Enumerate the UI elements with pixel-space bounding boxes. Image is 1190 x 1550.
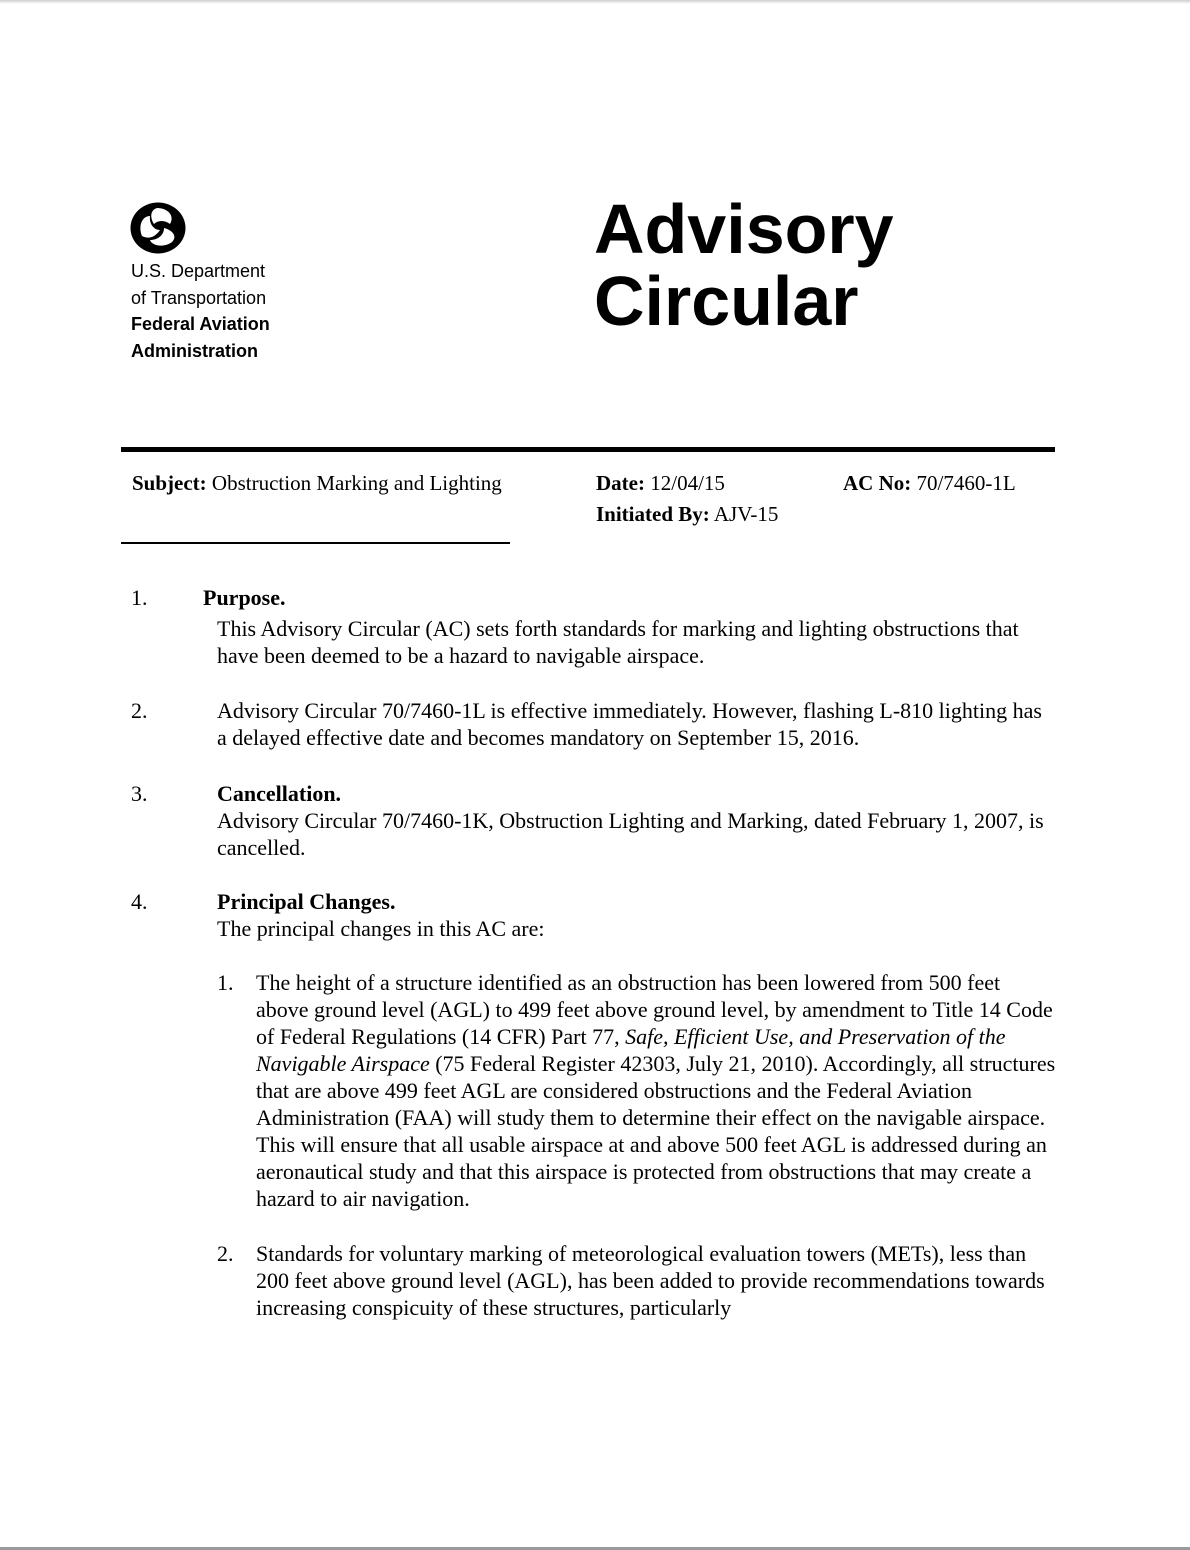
section-number: 4. [131,889,148,914]
section-number: 2. [131,698,148,723]
principal-changes-section [217,888,1057,942]
subject-label: Subject: [132,471,207,495]
purpose-heading: Purpose. [203,585,286,610]
change-1-text-cont: (75 Federal Register 42303, July 21, 2010). Accordingly, all structures that are above 499 feet AGL are considered obstructions and the Federal Aviation Administration (FAA) will study them to determine their effect on the navigable airspace. This will ensure that all usable airspace at and above 500 feet AGL is addressed during an aeronautical study and that this airspace is protected from obstructions that may create a hazard to air navigation. [256,1051,1056,1211]
change-1-text: The height of a structure identified as an obstruction has been lowered from 500 feet above ground level (AGL) to 499 feet above ground level, by amendment to Title 14 Code of Federal Regulations (14 CFR) Part 77, [256,970,1053,1049]
subject-underline [121,542,510,544]
subject-value: Obstruction Marking and Lighting [211,471,502,495]
initiated-by-field [596,499,778,529]
agency-name [131,258,270,364]
subject-field [132,468,502,498]
list-item-number: 1. [217,970,234,995]
principal-changes-heading: Principal Changes. [217,889,396,914]
cancellation-heading: Cancellation. [217,781,342,806]
date-value: 12/04/15 [650,471,725,495]
dot-triskelion-logo [130,202,186,254]
list-item [256,969,1056,1212]
title-line-1: Advisory [594,190,894,268]
page-top-shadow [0,0,1190,4]
agency-line-1: U.S. Department [131,261,266,281]
date-label: Date: [596,471,645,495]
principal-changes-intro: The principal changes in this AC are: [217,916,545,941]
list-item: Standards for voluntary marking of meteorological evaluation towers (METs), less than 200 feet above ground level (AGL), has been added to provide recommendations towards increasing conspicuity of these structures, particularly [256,1241,1045,1320]
ac-value: 70/7460-1L [916,471,1016,495]
ac-label: AC No: [843,471,912,495]
initiated-label: Initiated By: [596,502,710,526]
list-item-number: 2. [217,1241,234,1266]
agency-line-3: Federal Aviation [131,314,270,334]
section-heading [203,584,1043,611]
header-divider [121,447,1055,452]
ac-number-field [843,468,1016,498]
agency-line-2: of Transportation [131,287,267,308]
effective-date-body: Advisory Circular 70/7460-1L is effective immediately. However, flashing L-810 lighting has a delayed effective date and becomes mandatory on September 15, 2016. [217,698,1042,750]
initiated-value: AJV-15 [713,502,779,526]
agency-line-4: Administration [131,340,259,361]
section-number: 3. [131,781,148,806]
change-1-italic-title: Safe, Efficient Use, and Preservation of the Navigable Airspace [256,1024,1006,1076]
cancellation-section [217,780,1057,861]
date-field [596,468,725,498]
cancellation-body: Advisory Circular 70/7460-1K, Obstruction Lighting and Marking, dated February 1, 2007, is cancelled. [217,808,1044,860]
document-title [594,190,894,340]
section-number: 1. [131,585,148,610]
title-line-2: Circular [594,262,859,340]
purpose-body: This Advisory Circular (AC) sets forth standards for marking and lighting obstructions that have been deemed to be a hazard to navigable airspace. [217,616,1019,668]
